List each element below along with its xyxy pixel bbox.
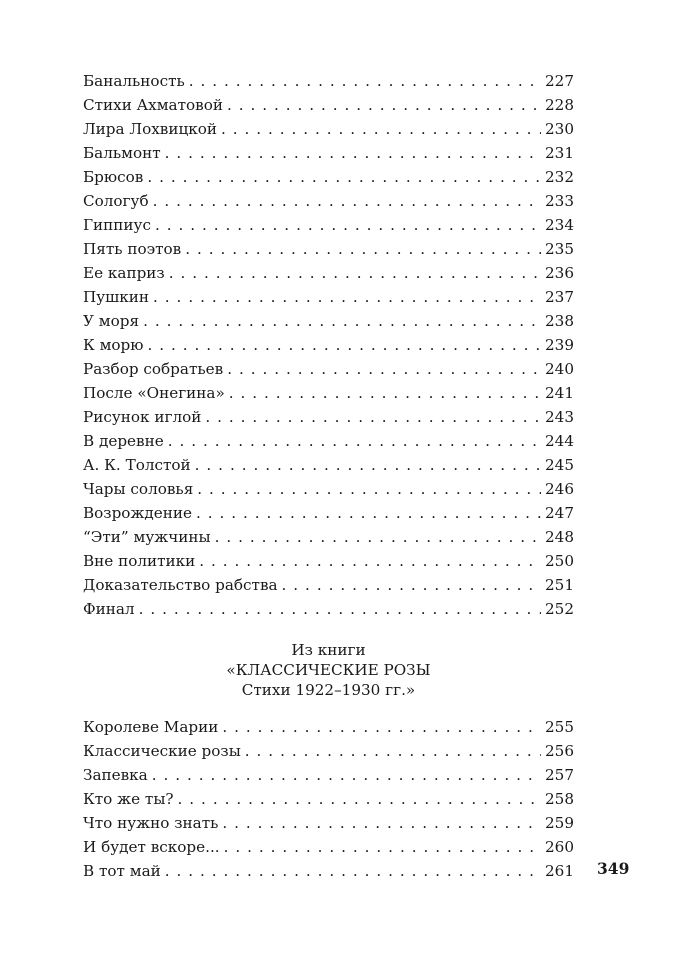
toc-entry-title: Финал <box>83 600 135 618</box>
leader-dots <box>169 261 541 285</box>
toc-entry-page: 228 <box>545 96 574 114</box>
toc-entry-page: 250 <box>545 552 574 570</box>
toc-entry <box>83 285 574 309</box>
toc-entry-title: Пять поэтов <box>83 240 182 258</box>
leader-dots <box>147 333 541 357</box>
toc-entry-title: Возрождение <box>83 504 192 522</box>
leader-dots <box>143 309 541 333</box>
toc-entry <box>83 597 574 621</box>
toc-entry-page: 259 <box>545 814 574 832</box>
toc-entry-title: Вне политики <box>83 552 196 570</box>
leader-dots <box>205 405 541 429</box>
page-number: 349 <box>597 859 630 878</box>
toc-entry <box>83 381 574 405</box>
leader-dots <box>155 213 541 237</box>
toc-entry <box>83 117 574 141</box>
toc-entry <box>83 835 574 859</box>
toc-entry-title: Бальмонт <box>83 144 161 162</box>
toc-entry-title: А. К. Толстой <box>83 456 191 474</box>
toc-entry-page: 243 <box>545 408 574 426</box>
toc-entry <box>83 69 574 93</box>
leader-dots <box>189 69 541 93</box>
section-heading <box>83 640 574 700</box>
leader-dots <box>153 189 541 213</box>
toc-entry-page: 233 <box>545 192 574 210</box>
toc-entry-title: В тот май <box>83 862 161 880</box>
toc-entry <box>83 549 574 573</box>
toc-entry-title: Чары соловья <box>83 480 194 498</box>
toc-entry-page: 241 <box>545 384 574 402</box>
leader-dots <box>282 573 541 597</box>
section-heading-line: Из книги <box>291 641 366 659</box>
toc-entry-page: 231 <box>545 144 574 162</box>
leader-dots <box>165 141 541 165</box>
toc-entry-title: Брюсов <box>83 168 144 186</box>
toc-entry <box>83 763 574 787</box>
toc-entry <box>83 811 574 835</box>
toc-entry <box>83 429 574 453</box>
leader-dots <box>215 525 541 549</box>
toc-entry-page: 248 <box>545 528 574 546</box>
toc-entry-title: Ее каприз <box>83 264 165 282</box>
toc-entry-page: 232 <box>545 168 574 186</box>
toc-entry-page: 258 <box>545 790 574 808</box>
toc-entry-page: 246 <box>545 480 574 498</box>
toc-entry-page: 239 <box>545 336 574 354</box>
toc-entry-title: И будет вскоре... <box>83 838 220 856</box>
toc-entry <box>83 261 574 285</box>
leader-dots <box>168 429 541 453</box>
toc-entry <box>83 501 574 525</box>
toc-entry-title: Гиппиус <box>83 216 151 234</box>
leader-dots <box>227 93 541 117</box>
leader-dots <box>221 117 541 141</box>
leader-dots <box>195 453 541 477</box>
section-heading-line: Стихи 1922–1930 гг.» <box>241 681 416 699</box>
leader-dots <box>224 835 541 859</box>
toc-entry <box>83 189 574 213</box>
toc-entry <box>83 165 574 189</box>
leader-dots <box>152 763 541 787</box>
toc-entry-page: 252 <box>545 600 574 618</box>
toc-entry-page: 240 <box>545 360 574 378</box>
toc-entry <box>83 859 574 883</box>
toc-entry-page: 261 <box>545 862 574 880</box>
leader-dots <box>153 285 541 309</box>
toc-entry-title: Стихи Ахматовой <box>83 96 223 114</box>
toc-entry <box>83 525 574 549</box>
leader-dots <box>197 477 541 501</box>
toc-entry <box>83 453 574 477</box>
leader-dots <box>178 787 541 811</box>
toc-entry-page: 235 <box>545 240 574 258</box>
toc-entry-title: Что нужно знать <box>83 814 219 832</box>
toc-entry <box>83 237 574 261</box>
leader-dots <box>229 381 541 405</box>
leader-dots <box>245 739 541 763</box>
toc-entry <box>83 333 574 357</box>
toc-entry <box>83 93 574 117</box>
toc-entry-title: У моря <box>83 312 140 330</box>
toc-list-bottom <box>83 715 574 883</box>
toc-entry-title: Королеве Марии <box>83 718 219 736</box>
toc-entry <box>83 739 574 763</box>
toc-entry-title: Банальность <box>83 72 185 90</box>
leader-dots <box>147 165 541 189</box>
toc-entry-title: К морю <box>83 336 144 354</box>
toc-entry-title: Сологуб <box>83 192 149 210</box>
leader-dots <box>199 549 541 573</box>
toc-entry-title: Пушкин <box>83 288 150 306</box>
toc-entry-page: 237 <box>545 288 574 306</box>
toc-entry <box>83 213 574 237</box>
toc-entry <box>83 357 574 381</box>
toc-entry-page: 255 <box>545 718 574 736</box>
toc-entry-page: 247 <box>545 504 574 522</box>
toc-entry-title: Рисунок иглой <box>83 408 202 426</box>
leader-dots <box>222 715 541 739</box>
leader-dots <box>227 357 541 381</box>
toc-entry-page: 256 <box>545 742 574 760</box>
toc-entry-title: Разбор собратьев <box>83 360 224 378</box>
toc-list-top <box>83 69 574 621</box>
toc-entry-title: “Эти” мужчины <box>83 528 211 546</box>
toc-entry-page: 251 <box>545 576 574 594</box>
leader-dots <box>139 597 541 621</box>
toc-entry-page: 238 <box>545 312 574 330</box>
leader-dots <box>165 859 541 883</box>
toc-entry-title: Доказательство рабства <box>83 576 278 594</box>
toc-entry-title: Запевка <box>83 766 148 784</box>
toc-entry-page: 245 <box>545 456 574 474</box>
leader-dots <box>222 811 541 835</box>
toc-entry-page: 244 <box>545 432 574 450</box>
toc-entry-title: Классические розы <box>83 742 241 760</box>
toc-entry <box>83 715 574 739</box>
toc-entry-title: Кто же ты? <box>83 790 174 808</box>
toc-entry <box>83 573 574 597</box>
toc-entry-page: 257 <box>545 766 574 784</box>
toc-entry <box>83 477 574 501</box>
toc-entry <box>83 141 574 165</box>
toc-entry <box>83 309 574 333</box>
section-heading-line: «КЛАССИЧЕСКИЕ РОЗЫ <box>226 661 431 679</box>
toc-entry-page: 227 <box>545 72 574 90</box>
leader-dots <box>196 501 541 525</box>
toc-entry <box>83 787 574 811</box>
leader-dots <box>185 237 541 261</box>
toc-entry-title: После «Онегина» <box>83 384 225 402</box>
toc-entry-page: 230 <box>545 120 574 138</box>
toc-entry-title: Лира Лохвицкой <box>83 120 217 138</box>
toc-entry-page: 260 <box>545 838 574 856</box>
toc-entry-page: 236 <box>545 264 574 282</box>
toc-entry-title: В деревне <box>83 432 164 450</box>
toc-entry <box>83 405 574 429</box>
toc-entry-page: 234 <box>545 216 574 234</box>
